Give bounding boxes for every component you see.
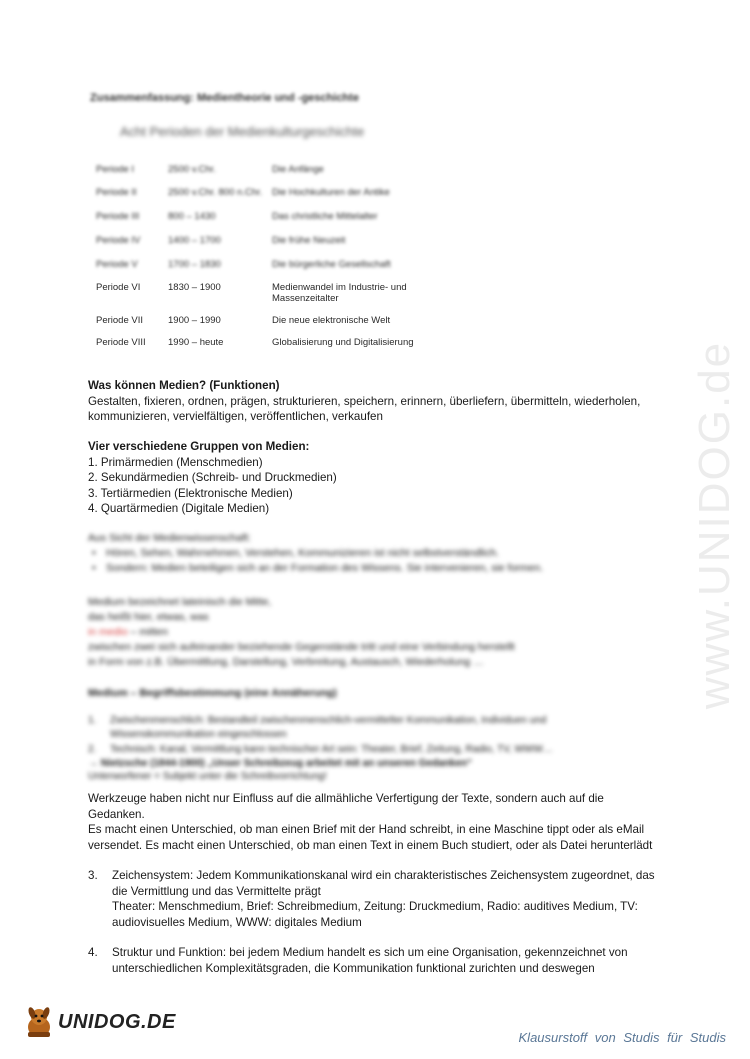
media-groups-section [88,439,658,517]
footer-slogan: Klausurstoff von Studis für Studis [518,1030,726,1045]
structure-function-item [88,945,658,976]
numbered-item [88,868,658,930]
media-science-bullet: • Sondern: Medien beteiligen sich an der Formation des Wissens. Sie intervenieren, sie formen. [88,561,658,576]
subject-line: Unterworfener = Subjekt unter die Schreibvorrichtung! [88,771,327,782]
dog-mascot-icon [24,1005,54,1039]
media-groups-heading: Vier verschiedene Gruppen von Medien: [88,440,310,453]
period-years: 800 – 1430 [168,211,216,222]
period-years: 1700 – 1830 [168,259,221,270]
sign-system-examples: Theater: Menschmedium, Brief: Schreibmedium, Zeitung: Druckmedium, Radio: auditives Medium, TV: audiovisuelles Medium, WWW: digitales Medium [112,900,638,929]
medium-etymology-red-line [88,625,658,640]
definition-item-line: Wissenskommunikation eingeschlossen [110,728,287,740]
medium-etymology-line: das heißt hier, etwas, was [88,611,209,623]
document-title: Zusammenfassung: Medientheorie und -geschichte [90,92,359,104]
unidog-logo [24,1005,176,1039]
nietzsche-quote: → Nietzsche (1844-1900) „Unser Schreibzeug arbeitet mit an unseren Gedanken“ [88,757,473,769]
period-years: 1400 – 1700 [168,235,221,246]
latin-term: in medio [88,626,128,638]
period-name: Periode I [96,164,135,175]
period-name: Periode VI [96,282,141,293]
tools-text: Werkzeuge haben nicht nur Einfluss auf die allmähliche Verfertigung der Texte, sondern auch auf die Gedanken. [88,792,604,821]
medium-etymology-section [88,595,658,670]
definition-item-line: Technisch: Kanal, Vermittlung kann technischer Art sein: Theater, Brief, Zeitung, Radio, TV, WWW… [110,744,553,755]
item-number: 4. [88,946,98,959]
period-years: 1830 – 1900 [168,282,221,293]
media-group-item: 1. Primärmedien (Menschmedien) [88,455,263,469]
period-name: Periode II [96,187,137,198]
period-name: Periode VII [96,315,143,326]
period-description: Die frühe Neuzeit [272,235,346,246]
period-years: 2500 v.Chr. [168,164,216,175]
media-science-heading: Aus Sicht der Medienwissenschaft: [88,532,251,544]
definition-item: 1. Zwischenmenschlich: Bestandteil zwischenmenschlich-vermittelter Kommunikation, Individuen und Wissenskommunikation eingeschlossen [88,714,658,741]
functions-heading: Was können Medien? (Funktionen) [88,379,280,392]
period-name: Periode IV [96,235,141,246]
functions-text: Gestalten, fixieren, ordnen, prägen, strukturieren, speichern, erinnern, überliefern, übermitteln, wiederholen, kommunizieren, vervielfältigen, veröffentlichen, verkaufen [88,394,641,424]
media-group-item: 3. Tertiärmedien (Elektronische Medien) [88,486,293,500]
logo-text: UNIDOG.DE [58,1010,176,1033]
medium-etymology-line: zwischen zwei sich aufeinander beziehende Gegenstände tritt und eine Verbindung herstellt [88,641,515,653]
period-years: 2500 v.Chr. 800 n.Chr. [168,187,263,198]
period-description: Die Anfänge [272,164,324,175]
medium-etymology-line: Medium bezeichnet lateinisch die Mitte, [88,596,272,608]
watermark-text: www.UNIDOG.de [690,340,740,710]
definition-list [88,714,658,784]
period-description: Das christliche Mittelalter [272,211,378,222]
definition-heading: Medium – Begriffsbestimmung (eine Annäherung) [88,687,337,699]
period-description: Globalisierung und Digitalisierung [272,337,414,348]
period-name: Periode III [96,211,140,222]
medium-etymology-line: in Form von z.B. Übermittlung, Darstellung, Verbreitung, Austausch, Wiederholung … [88,656,484,668]
period-description: Die neue elektronische Welt [272,315,391,326]
structure-function-text: Struktur und Funktion: bei jedem Medium handelt es sich um eine Organisation, gekennzeichnet von unterschiedlichen Komplexitätsgraden, die Kommunikation funktional zurichten und deswegen [112,946,628,975]
tools-section [88,791,658,853]
media-group-item: 4. Quartärmedien (Digitale Medien) [88,502,270,516]
numbered-item [88,945,658,976]
media-science-section [88,531,658,576]
sign-system-item [88,868,658,930]
period-description: Medienwandel im Industrie- und Massenzeitalter [272,282,407,304]
definition-item-line: Zwischenmenschlich: Bestandteil zwischenmenschlich-vermittelter Kommunikation, Individuen und [110,715,547,726]
media-group-item: 2. Sekundärmedien (Schreib- und Druckmedien) [88,471,337,485]
period-years: 1990 – heute [168,337,224,348]
timeline-title: Acht Perioden der Medienkulturgeschichte [120,124,365,139]
period-years: 1900 – 1990 [168,315,221,326]
watermark [640,290,750,760]
definition-item: 2. Technisch: Kanal, Vermittlung kann technischer Art sein: Theater, Brief, Zeitung, Radio, TV, WWW… [88,743,658,757]
period-description: Die bürgerliche Gesellschaft [272,259,391,270]
difference-text: Es macht einen Unterschied, ob man einen Brief mit der Hand schreibt, in eine Maschine tippt oder als eMail versendet. Es macht einen Unterschied, ob man einen Text in einem Buch studiert, oder als Datei herunterlädt [88,823,653,852]
media-science-bullet: • Hören, Sehen, Wahrnehmen, Verstehen, Kommunizieren ist nicht selbstverständlich. [88,546,658,561]
functions-section [88,378,658,425]
period-name: Periode VIII [96,337,146,348]
item-number: 3. [88,869,98,882]
period-description: Die Hochkulturen der Antike [272,187,390,198]
sign-system-text: Zeichensystem: Jedem Kommunikationskanal wird ein charakteristisches Zeichensystem zugeordnet, das die Vermittlung und das Vermittelte prägt [112,869,655,898]
latin-term-suffix: – mitten [127,626,168,638]
period-name: Periode V [96,259,138,270]
